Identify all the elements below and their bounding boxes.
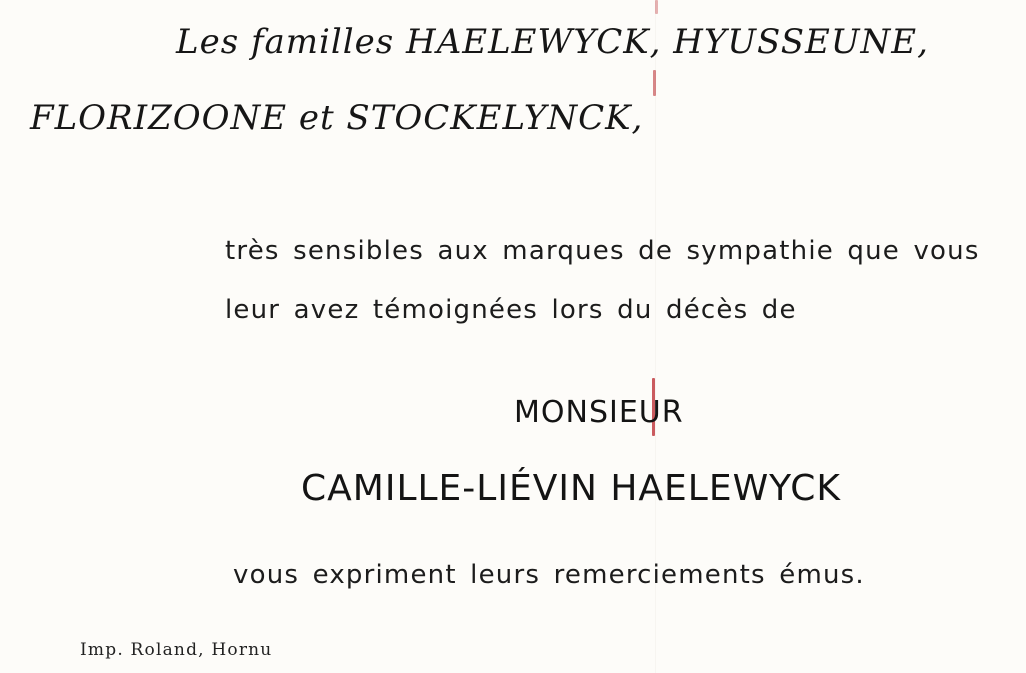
printer-credit: Imp. Roland, Hornu xyxy=(80,640,273,660)
closing-line: vous expriment leurs remerciements émus. xyxy=(233,560,865,590)
heading-line-2: FLORIZOONE et STOCKELYNCK, xyxy=(30,98,644,138)
message-line-2: leur avez témoignées lors du décès de xyxy=(225,295,797,325)
red-mark-heading xyxy=(653,70,656,96)
red-mark-top xyxy=(655,0,658,14)
deceased-name: CAMILLE-LIÉVIN HAELEWYCK xyxy=(301,468,841,509)
deceased-title: MONSIEUR xyxy=(514,395,684,430)
heading-line-1: Les familles HAELEWYCK, HYUSSEUNE, xyxy=(176,22,929,62)
message-line-1: très sensibles aux marques de sympathie que vous xyxy=(225,236,980,266)
